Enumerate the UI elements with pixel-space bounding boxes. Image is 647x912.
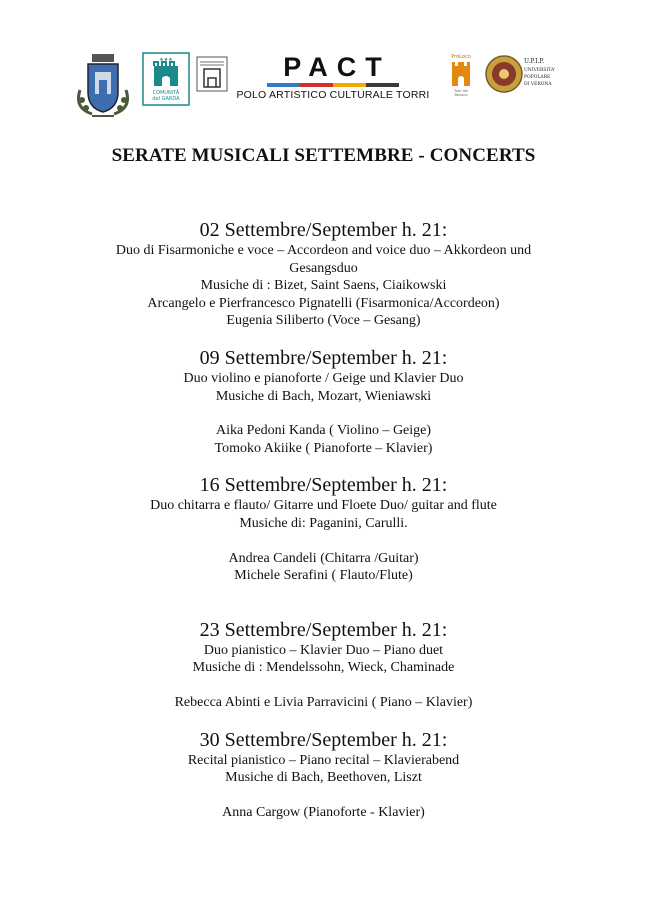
concert-description: Duo pianistico – Klavier Duo – Piano duet [203, 642, 444, 658]
concert-description: Recital pianistico – Piano recital – Klavierabend [187, 752, 460, 768]
svg-text:★★★: ★★★ [159, 57, 173, 63]
concert-description: Duo di Fisarmoniche e voce – Accordeon and voice duo – Akkordeon und [115, 243, 532, 258]
svg-text:POPOLARE: POPOLARE [524, 75, 551, 80]
bar-segment [333, 83, 366, 87]
comunita-del-garda-logo [142, 52, 190, 106]
concert-description: Duo violino e pianoforte / Geige und Klavier Duo [183, 370, 464, 386]
logo-strip [0, 0, 647, 130]
concert-performer: Anna Cargow (Pianoforte - Klavier) [222, 804, 425, 820]
concert-performer: Michele Serafini ( Flauto/Flute) [234, 568, 413, 584]
proloco-logo [444, 52, 478, 98]
svg-text:COMUNITÀ: COMUNITÀ [152, 90, 180, 96]
bar-segment [267, 83, 300, 87]
concert-date: 30 Settembre/September h. 21: [199, 728, 448, 751]
concert-description: Gesangsduo [289, 260, 358, 276]
concert-date: 23 Settembre/September h. 21: [199, 618, 448, 641]
concert-entry [0, 618, 647, 712]
concert-date: 16 Settembre/September h. 21: [199, 474, 448, 497]
bar-segment [300, 83, 333, 87]
bar-segment [366, 83, 399, 87]
pact-logo-subtitle: POLO ARTISTICO CULTURALE TORRI [236, 89, 430, 101]
concert-program: Musiche di Bach, Beethoven, Liszt [225, 770, 422, 786]
concert-entry [0, 728, 647, 822]
svg-text:del GARDA: del GARDA [152, 96, 180, 102]
concert-program: Musiche di Bach, Mozart, Wieniawski [215, 388, 432, 404]
concert-performer: Andrea Candeli (Chitarra /Guitar) [228, 550, 419, 566]
page-title: SERATE MUSICALI SETTEMBRE - CONCERTS [111, 145, 536, 166]
svg-text:Torri del: Torri del [454, 89, 468, 93]
concert-performer: Tomoko Akiike ( Pianoforte – Klavier) [214, 440, 433, 456]
pact-logo-text: PACT [283, 52, 391, 82]
svg-text:U.P.I.P.: U.P.I.P. [524, 58, 545, 65]
upip-verona-logo [484, 52, 568, 96]
concert-program: Musiche di: Paganini, Carulli. [239, 515, 408, 531]
concert-performer: Arcangelo e Pierfrancesco Pignatelli (Fisarmonica/Accordeon) [147, 295, 500, 311]
pact-logo [232, 52, 434, 104]
municipal-crest-logo [72, 50, 134, 120]
concert-performer: Rebecca Abinti e Livia Parravicini ( Piano – Klavier) [174, 694, 473, 710]
concert-entry [0, 346, 647, 457]
concert-description: Duo chitarra e flauto/ Gitarre und Floete Duo/ guitar and flute [150, 498, 497, 514]
concert-list [0, 218, 647, 821]
concert-program: Musiche di : Mendelssohn, Wieck, Chaminade [192, 660, 455, 676]
svg-text:UNIVERSITA': UNIVERSITA' [524, 68, 556, 73]
svg-text:DI VERONA: DI VERONA [524, 82, 552, 87]
concert-performer: Aika Pedoni Kanda ( Violino – Geige) [215, 423, 432, 439]
concert-entry [0, 218, 647, 330]
svg-text:Benaco: Benaco [454, 93, 468, 97]
concert-date: 09 Settembre/September h. 21: [199, 346, 448, 369]
concert-entry [0, 473, 647, 584]
pact-color-bar [267, 83, 399, 87]
concert-performer: Eugenia Siliberto (Voce – Gesang) [226, 313, 421, 329]
svg-text:ProLoco: ProLoco [451, 54, 471, 60]
concert-date: 02 Settembre/September h. 21: [199, 219, 448, 241]
concert-program: Musiche di : Bizet, Saint Saens, Ciaikowski [200, 278, 447, 294]
small-badge-logo [196, 56, 228, 92]
